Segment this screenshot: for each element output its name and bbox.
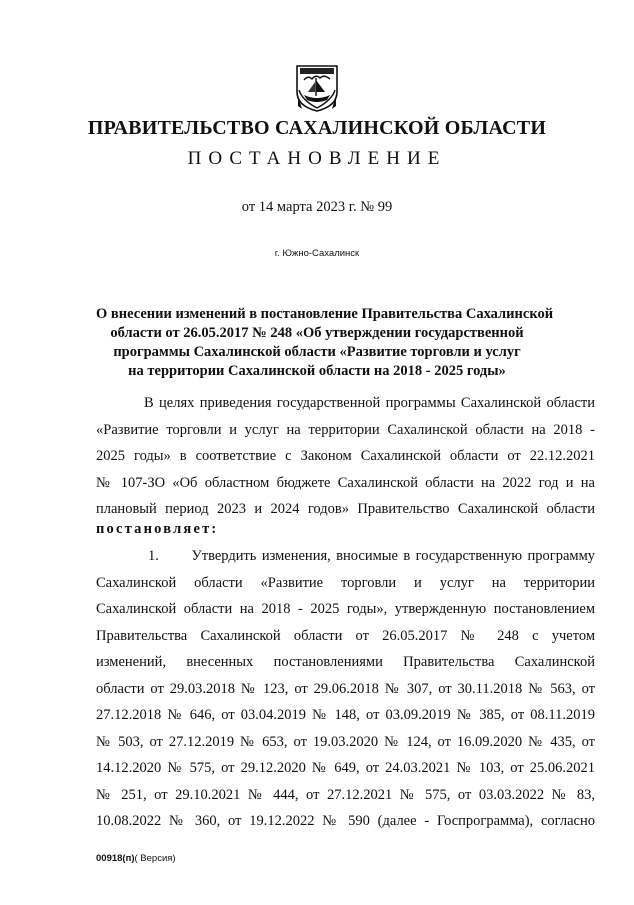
item-1-line: области от 29.03.2018 № 123, от 29.06.2018 № 307, от 30.11.2018 № 563, от — [96, 680, 595, 697]
resolves-word: постановляет: — [96, 521, 219, 537]
footer-document-code — [96, 853, 176, 864]
item-1-paragraph — [96, 543, 595, 835]
item-1-line: 1. Утвердить изменения, вносимые в государственную программу — [148, 548, 595, 564]
item-1-line: № 251, от 29.10.2021 № 444, от 27.12.2021 № 575, от 03.03.2022 № 83, — [96, 786, 595, 803]
heading-line: программы Сахалинской области «Развитие торговли и услуг — [113, 344, 521, 360]
document-heading — [96, 305, 554, 381]
item-1-line: Сахалинской области на 2018 - 2025 годы», утвержденную постановлением — [96, 601, 595, 617]
preamble-line: «Развитие торговли и услуг на территории Сахалинской области на 2018 - — [96, 421, 595, 438]
preamble-line: № 107-ЗО «Об областном бюджете Сахалинской области на 2022 год и на — [96, 474, 595, 491]
item-1-line: изменений, внесенных постановлениями Правительства Сахалинской — [96, 654, 595, 670]
footer-version: ( Версия) — [134, 853, 176, 864]
preamble-line: В целях приведения государственной программы Сахалинской области — [144, 395, 595, 411]
item-1-line: Правительства Сахалинской области от 26.05.2017 № 248 с учетом — [96, 627, 595, 644]
footer-code: 00918(п) — [96, 853, 135, 864]
sakhalin-coat-of-arms-icon — [294, 62, 340, 112]
preamble-paragraph — [96, 390, 595, 523]
document-type: ПОСТАНОВЛЕНИЕ — [187, 148, 447, 169]
item-1-line: № 503, от 27.12.2019 № 653, от 19.03.2020 № 124, от 16.09.2020 № 435, от — [96, 733, 595, 750]
item-1-line: Сахалинской области «Развитие торговли и услуг на территории — [96, 574, 595, 591]
preamble-line: плановый период 2023 и 2024 годов» Правительство Сахалинской области — [96, 501, 595, 517]
heading-line: области от 26.05.2017 № 248 «Об утверждении государственной — [110, 325, 524, 341]
item-1-line: 10.08.2022 № 360, от 19.12.2022 № 590 (далее - Госпрограмма), согласно — [96, 813, 595, 829]
heading-line: О внесении изменений в постановление Правительства Сахалинской — [96, 306, 554, 322]
item-1-line: 27.12.2018 № 646, от 03.04.2019 № 148, от 03.09.2019 № 385, от 08.11.2019 — [96, 707, 595, 723]
preamble-line: 2025 годы» в соответствие с Законом Сахалинской области от 22.12.2021 — [96, 448, 595, 464]
document-date-number: от 14 марта 2023 г. № 99 — [241, 199, 393, 215]
city-name: г. Южно-Сахалинск — [274, 248, 360, 259]
government-name: ПРАВИТЕЛЬСТВО САХАЛИНСКОЙ ОБЛАСТИ — [87, 117, 547, 139]
heading-line: на территории Сахалинской области на 2018 - 2025 годы» — [128, 363, 506, 379]
item-1-line: 14.12.2020 № 575, от 29.12.2020 № 649, от 24.03.2021 № 103, от 25.06.2021 — [96, 760, 595, 776]
